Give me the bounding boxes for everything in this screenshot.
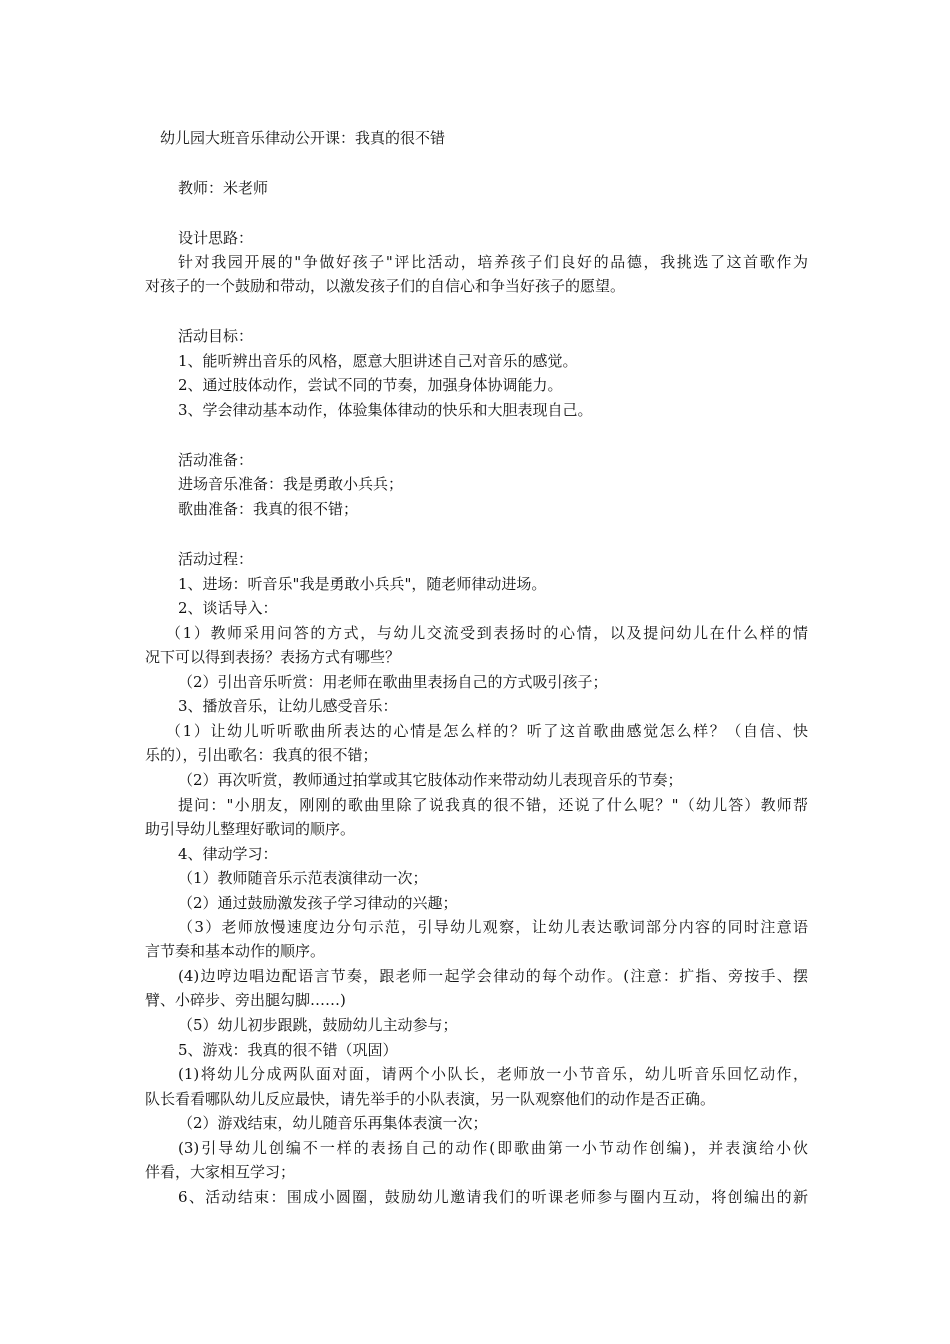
process-substep: （2）再次听赏，教师通过拍掌或其它肢体动作来带动幼儿表现音乐的节奏； [178,771,683,789]
process-step: 5、游戏：我真的很不错（巩固） [178,1041,398,1059]
process-substep-line: （3）老师放慢速度边分句示范，引导幼儿观察，让幼儿表达歌词部分内容的同时注意语 [178,918,808,936]
process-substep-line: 队长看看哪队幼儿反应最快，请先举手的小队表演，另一队观察他们的动作是否正确。 [145,1090,716,1108]
goal-item: 2、通过肢体动作，尝试不同的节奏，加强身体协调能力。 [178,376,563,394]
goals-heading: 活动目标： [178,327,254,345]
process-heading: 活动过程： [178,550,254,568]
design-heading: 设计思路： [178,229,254,247]
design-paragraph-line: 针对我园开展的"争做好孩子"评比活动，培养孩子们良好的品德，我挑选了这首歌作为 [178,253,808,271]
process-step: 4、律动学习： [178,845,278,863]
design-paragraph-line: 对孩子的一个鼓励和带动，以激发孩子们的自信心和争当好孩子的愿望。 [145,277,626,295]
process-substep-line: 臂、小碎步、旁出腿勾脚……) [145,991,346,1009]
process-substep-line: (1)将幼儿分成两队面对面，请两个小队长，老师放一小节音乐，幼儿听音乐回忆动作， [178,1065,808,1083]
process-substep-line: (3)引导幼儿创编不一样的表扬自己的动作(即歌曲第一小节动作创编)，并表演给小伙 [178,1139,808,1157]
prep-heading: 活动准备： [178,451,254,469]
process-substep-line: （1）教师采用问答的方式，与幼儿交流受到表扬时的心情，以及提问幼儿在什么样的情 [166,624,808,642]
process-step: 2、谈话导入： [178,599,278,617]
process-substep-line: 况下可以得到表扬？表扬方式有哪些？ [145,648,401,666]
process-substep-line: （1）让幼儿听听歌曲所表达的心情是怎么样的？听了这首歌曲感觉怎么样？（自信、快 [166,722,808,740]
process-substep-line: 乐的），引出歌名：我真的很不错； [145,746,378,764]
goal-item: 1、能听辨出音乐的风格，愿意大胆讲述自己对音乐的感觉。 [178,352,578,370]
process-step: 1、进场：听音乐"我是勇敢小兵兵"，随老师律动进场。 [178,575,547,593]
process-step-line: 6、活动结束：围成小圆圈，鼓励幼儿邀请我们的听课老师参与圈内互动，将创编出的新 [178,1188,808,1206]
document-title: 幼儿园大班音乐律动公开课：我真的很不错 [160,129,446,147]
process-substep-line: 伴看，大家相互学习； [145,1163,296,1181]
process-substep-line: (4)边哼边唱边配语言节奏，跟老师一起学会律动的每个动作。(注意：扩指、旁按手、摆 [178,967,808,985]
teacher-line: 教师：米老师 [178,179,269,197]
process-substep: （2）引出音乐听赏：用老师在歌曲里表扬自己的方式吸引孩子； [178,673,608,691]
process-substep: （1）教师随音乐示范表演律动一次； [178,869,428,887]
process-question-line: 提问："小朋友，刚刚的歌曲里除了说我真的很不错，还说了什么呢？"（幼儿答）教师帮 [178,796,808,814]
process-substep: （2）通过鼓励激发孩子学习律动的兴趣； [178,894,458,912]
prep-item: 进场音乐准备：我是勇敢小兵兵； [178,475,404,493]
process-substep: （2）游戏结束，幼儿随音乐再集体表演一次； [178,1114,488,1132]
process-substep: （5）幼儿初步跟跳，鼓励幼儿主动参与； [178,1016,458,1034]
process-step: 3、播放音乐，让幼儿感受音乐： [178,697,398,715]
goal-item: 3、学会律动基本动作，体验集体律动的快乐和大胆表现自己。 [178,401,593,419]
prep-item: 歌曲准备：我真的很不错； [178,500,359,518]
process-question-line: 助引导幼儿整理好歌词的顺序。 [145,820,356,838]
process-substep-line: 言节奏和基本动作的顺序。 [145,942,326,960]
